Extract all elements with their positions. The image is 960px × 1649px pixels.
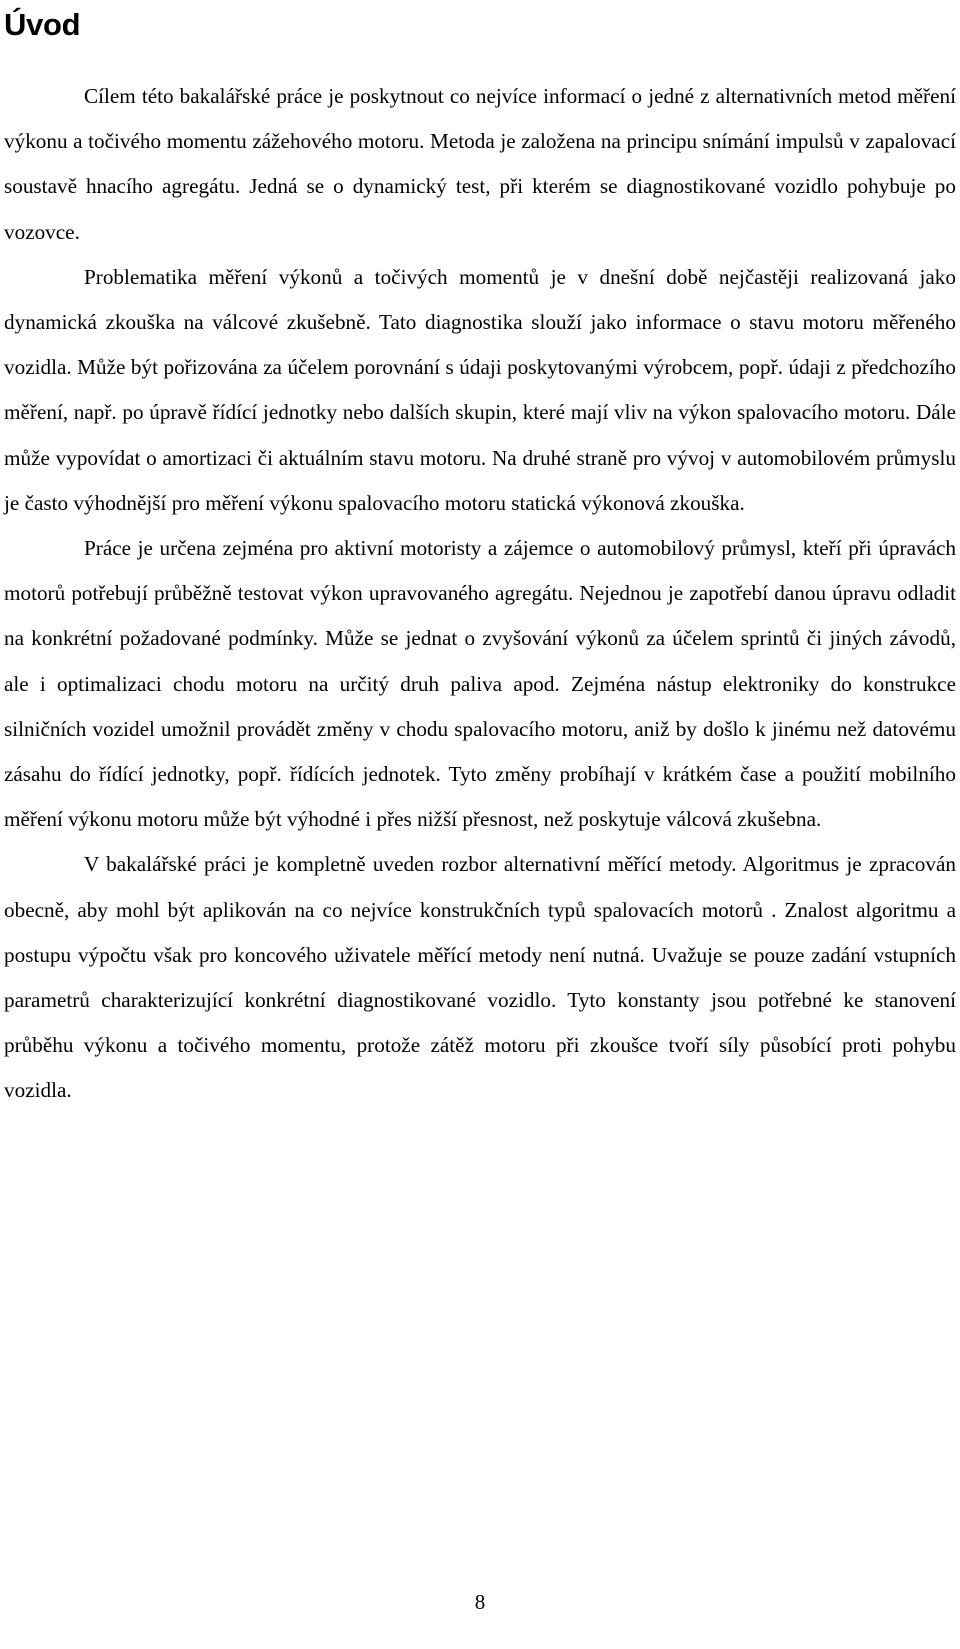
paragraph-4: V bakalářské práci je kompletně uveden rozbor alternativní měřící metody. Algoritmus je zpracován obecně, aby mohl být aplikován na co nejvíce konstrukčních typů spalovacích motorů . Znalost algoritmu a postupu výpočtu však pro koncového uživatele měřící metody není nutná. Uvažuje se pouze zadání vstupních parametrů charakterizující konkrétní diagnostikované vozidlo. Tyto konstanty jsou potřebné ke stanovení průběhu výkonu a točivého momentu, protože zátěž motoru při zkoušce tvoří síly působící proti pohybu vozidla. [4,852,956,1103]
paragraph-3: Práce je určena zejména pro aktivní motoristy a zájemce o automobilový průmysl, kteří při úpravách motorů potřebují průběžně testovat výkon upravovaného agregátu. Nejednou je zapotřebí danou úpravu odladit na konkrétní požadované podmínky. Může se jednat o zvyšování výkonů za účelem sprintů či jiných závodů, ale i optimalizaci chodu motoru na určitý druh paliva apod. Zejména nástup elektroniky do konstrukce silničních vozidel umožnil provádět změny v chodu spalovacího motoru, aniž by došlo k jinému než datovému zásahu do řídící jednotky, popř. řídících jednotek. Tyto změny probíhají v krátkém čase a použití mobilního měření výkonu motoru může být výhodné i přes nižší přesnost, než poskytuje válcová zkušebna. [4,536,956,832]
document-page [4,0,956,1114]
paragraph-2: Problematika měření výkonů a točivých momentů je v dnešní době nejčastěji realizovaná jako dynamická zkouška na válcové zkušebně. Tato diagnostika slouží jako informace o stavu motoru měřeného vozidla. Může být pořizována za účelem porovnání s údaji poskytovanými výrobcem, popř. údaji z předchozího měření, např. po úpravě řídící jednotky nebo dalších skupin, které mají vliv na výkon spalovacího motoru. Dále může vypovídat o amortizaci či aktuálním stavu motoru. Na druhé straně pro vývoj v automobilovém průmyslu je často výhodnější pro měření výkonu spalovacího motoru statická výkonová zkouška. [4,264,956,515]
paragraph-1: Cílem této bakalářské práce je poskytnout co nejvíce informací o jedné z alternativních metod měření výkonu a točivého momentu zážehového motoru. Metoda je založena na principu snímání impulsů v zapalovací soustavě hnacího agregátu. Jedná se o dynamický test, při kterém se diagnostikované vozidlo pohybuje po vozovce. [4,84,956,244]
section-heading: Úvod [4,7,81,42]
body-text [4,74,956,1114]
page-number: 8 [474,1590,486,1614]
